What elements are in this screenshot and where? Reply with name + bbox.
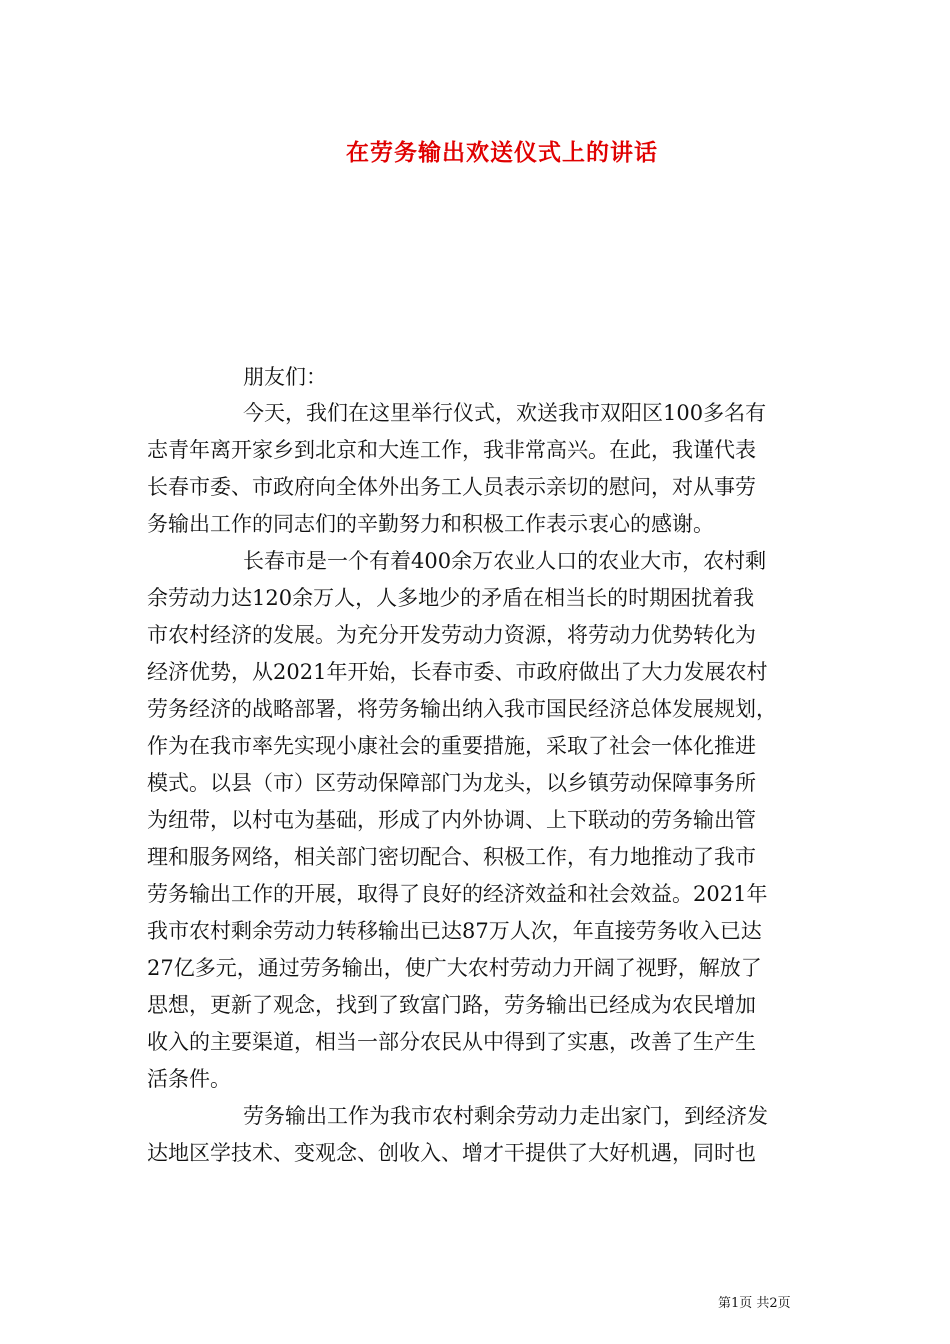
salutation: 朋友们： bbox=[243, 365, 327, 389]
paragraph-2-line-13: 思想，更新了观念，找到了致富门路，劳务输出已经成为农民增加 bbox=[147, 993, 756, 1017]
paragraph-1-line-2: 志青年离开家乡到北京和大连工作，我非常高兴。在此，我谨代表 bbox=[147, 438, 756, 462]
paragraph-2-line-10: 劳务输出工作的开展，取得了良好的经济效益和社会效益。2021年 bbox=[147, 882, 768, 906]
paragraph-2-line-14: 收入的主要渠道，相当一部分农民从中得到了实惠，改善了生产生 bbox=[147, 1030, 756, 1054]
document-title: 在劳务输出欢送仪式上的讲话 bbox=[346, 139, 658, 166]
paragraph-2-line-12: 27亿多元，通过劳务输出，使广大农村劳动力开阔了视野，解放了 bbox=[147, 956, 762, 980]
paragraph-2-line-6: 作为在我市率先实现小康社会的重要措施，采取了社会一体化推进 bbox=[147, 734, 756, 758]
paragraph-2-line-5: 劳务经济的战略部署，将劳务输出纳入我市国民经济总体发展规划， bbox=[147, 697, 777, 721]
paragraph-2-line-9: 理和服务网络，相关部门密切配合、积极工作，有力地推动了我市 bbox=[147, 845, 756, 869]
paragraph-1-line-4: 务输出工作的同志们的辛勤努力和积极工作表示衷心的感谢。 bbox=[147, 512, 714, 536]
paragraph-2-line-1: 长春市是一个有着400余万农业人口的农业大市，农村剩 bbox=[243, 549, 767, 573]
paragraph-3-line-1: 劳务输出工作为我市农村剩余劳动力走出家门，到经济发 bbox=[243, 1104, 768, 1128]
paragraph-2-line-7: 模式。以县（市）区劳动保障部门为龙头，以乡镇劳动保障事务所 bbox=[147, 771, 756, 795]
paragraph-2-line-2: 余劳动力达120余万人，人多地少的矛盾在相当长的时期困扰着我 bbox=[147, 586, 755, 610]
paragraph-2-line-4: 经济优势，从2021年开始，长春市委、市政府做出了大力发展农村 bbox=[147, 660, 768, 684]
paragraph-3-line-2: 达地区学技术、变观念、创收入、增才干提供了大好机遇，同时也 bbox=[147, 1141, 756, 1165]
paragraph-1-line-1: 今天，我们在这里举行仪式，欢送我市双阳区100多名有 bbox=[243, 401, 767, 425]
paragraph-2-line-8: 为纽带，以村屯为基础，形成了内外协调、上下联动的劳务输出管 bbox=[147, 808, 756, 832]
paragraph-2-line-15: 活条件。 bbox=[147, 1067, 231, 1091]
page-number-footer: 第1页 共2页 bbox=[718, 1296, 791, 1311]
paragraph-2-line-3: 市农村经济的发展。为充分开发劳动力资源，将劳动力优势转化为 bbox=[147, 623, 756, 647]
paragraph-2-line-11: 我市农村剩余劳动力转移输出已达87万人次，年直接劳务收入已达 bbox=[147, 919, 762, 943]
paragraph-1-line-3: 长春市委、市政府向全体外出务工人员表示亲切的慰问，对从事劳 bbox=[147, 475, 756, 499]
